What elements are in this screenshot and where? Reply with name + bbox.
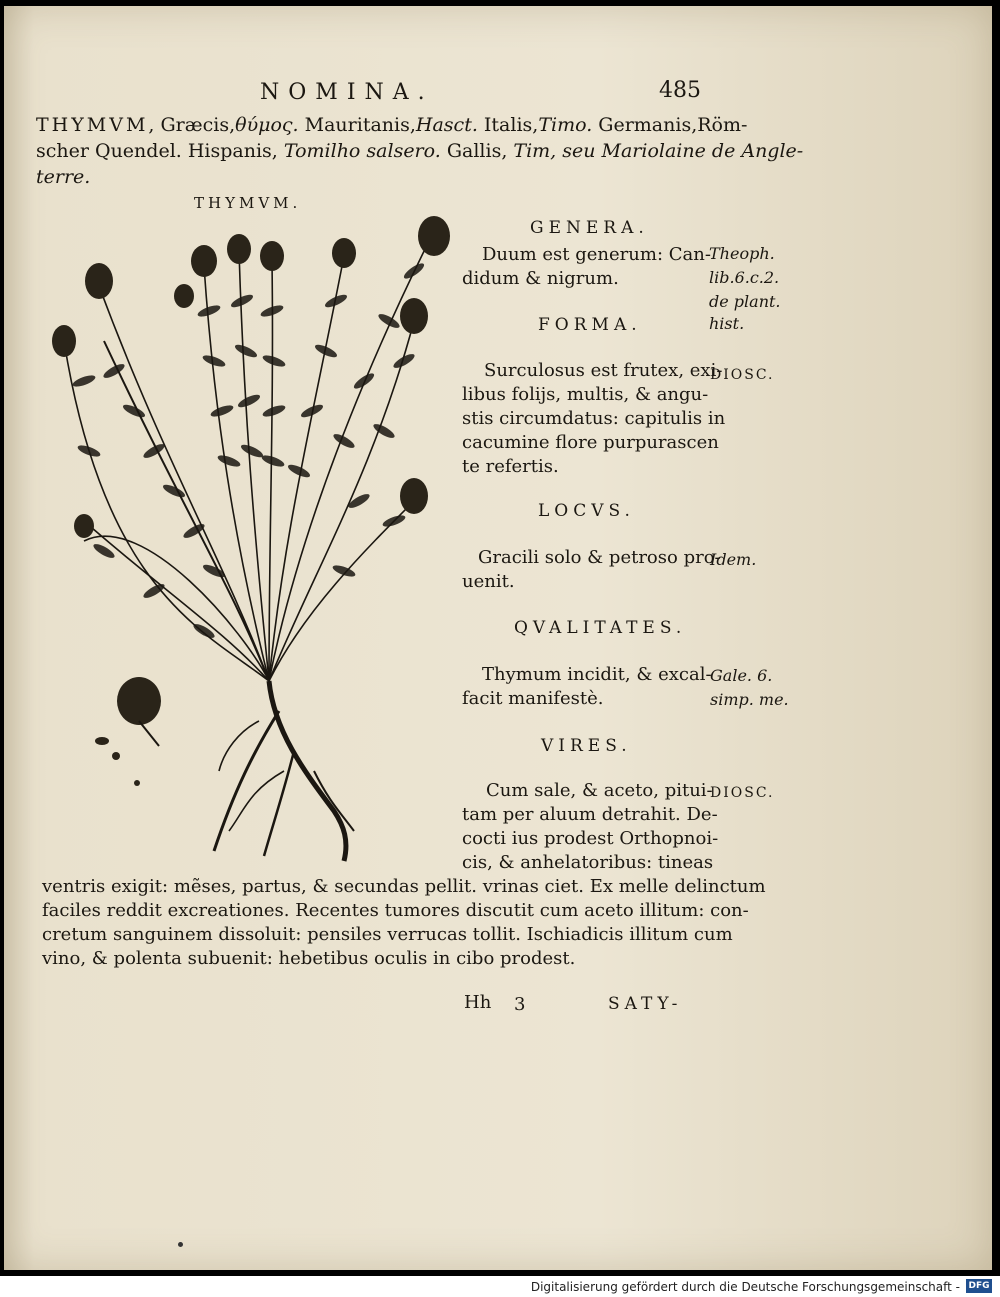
nomina-quendel: scher Quendel. bbox=[36, 140, 182, 162]
thyme-woodcut-illustration bbox=[44, 211, 454, 866]
forma-heading: FORMA. bbox=[538, 315, 642, 335]
genera-line-2: didum & nigrum. bbox=[462, 268, 619, 289]
dfg-logo: DFG bbox=[966, 1279, 992, 1293]
locus-heading: LOCVS. bbox=[538, 501, 635, 521]
signature-number: 3 bbox=[514, 994, 526, 1015]
nomina-hispanis: Hispanis, bbox=[181, 140, 284, 162]
nomina-mauritanis: Mauritanis, bbox=[298, 114, 416, 136]
forma-line-2: libus folijs, multis, & angu- bbox=[462, 384, 709, 405]
margin-gale-2: simp. me. bbox=[710, 690, 789, 709]
signature-mark: Hh bbox=[464, 992, 492, 1013]
nomina-tomilho: Tomilho salsero. bbox=[283, 140, 441, 162]
margin-theoph-3: de plant. bbox=[709, 292, 781, 311]
digitization-credit-bar bbox=[0, 1276, 1000, 1297]
forma-line-1: Surculosus est frutex, exi- bbox=[484, 360, 723, 381]
vires-line-8: vino, & polenta subuenit: hebetibus oculis in cibo prodest. bbox=[42, 948, 576, 969]
nomina-thymum: THYMVM bbox=[36, 114, 149, 136]
forma-line-4: cacumine flore purpurascen bbox=[462, 432, 719, 453]
running-title: NOMINA. bbox=[260, 80, 434, 105]
margin-idem: Idem. bbox=[710, 550, 757, 569]
nomina-line-1 bbox=[36, 116, 747, 135]
nomina-greek: θύμος. bbox=[235, 114, 299, 136]
vires-line-2: tam per aluum detrahit. De- bbox=[462, 804, 718, 825]
margin-theoph-2: lib.6.c.2. bbox=[709, 268, 780, 287]
book-page bbox=[4, 6, 992, 1270]
margin-theoph-1: Theoph. bbox=[709, 244, 775, 263]
nomina-tim: Tim, seu Mariolaine de Angle- bbox=[513, 140, 804, 162]
margin-theoph-4: hist. bbox=[709, 314, 745, 333]
nomina-timo: Timo. bbox=[538, 114, 593, 136]
vires-line-7: cretum sanguinem dissoluit: pensiles verrucas tollit. Ischiadicis illitum cum bbox=[42, 924, 733, 945]
locus-line-1: Gracili solo & petroso pro- bbox=[478, 547, 721, 568]
qualitates-line-2: facit manifestè. bbox=[462, 688, 604, 709]
nomina-line-2 bbox=[36, 142, 803, 161]
margin-gale-1: Gale. 6. bbox=[710, 666, 773, 685]
margin-diosc-1: DIOSC. bbox=[710, 367, 775, 383]
genera-line-1: Duum est generum: Can- bbox=[482, 244, 711, 265]
plant-title: THYMVM. bbox=[194, 194, 302, 212]
nomina-hasct: Hasct. bbox=[415, 114, 478, 136]
vires-line-5: ventris exigit: mẽses, partus, & secundas pellit. vrinas ciet. Ex melle delinctum bbox=[42, 876, 766, 897]
margin-diosc-2: DIOSC. bbox=[710, 785, 775, 801]
vires-heading: VIRES. bbox=[541, 736, 632, 756]
vires-line-3: cocti ius prodest Orthopnoi- bbox=[462, 828, 719, 849]
nomina-graecis: , Græcis, bbox=[148, 114, 236, 136]
catchword: SATY- bbox=[608, 994, 683, 1014]
vires-line-1: Cum sale, & aceto, pitui- bbox=[486, 780, 713, 801]
locus-line-2: uenit. bbox=[462, 571, 515, 592]
nomina-germanis: Germanis,Röm- bbox=[592, 114, 748, 136]
page-number: 485 bbox=[659, 78, 701, 103]
vires-line-6: faciles reddit excreationes. Recentes tumores discutit cum aceto illitum: con- bbox=[42, 900, 749, 921]
forma-line-3: stis circumdatus: capitulis in bbox=[462, 408, 726, 429]
nomina-gallis: Gallis, bbox=[440, 140, 514, 162]
page-blemish bbox=[178, 1242, 183, 1247]
qualitates-line-1: Thymum incidit, & excal- bbox=[482, 664, 712, 685]
forma-line-5: te refertis. bbox=[462, 456, 559, 477]
credit-text: Digitalisierung gefördert durch die Deutsche Forschungsgemeinschaft - bbox=[530, 1280, 960, 1294]
nomina-italis: Italis, bbox=[477, 114, 539, 136]
vires-line-4: cis, & anhelatoribus: tineas bbox=[462, 852, 714, 873]
nomina-line-3: terre. bbox=[36, 166, 91, 188]
genera-heading: GENERA. bbox=[530, 218, 649, 238]
qualitates-heading: QVALITATES. bbox=[514, 618, 687, 638]
